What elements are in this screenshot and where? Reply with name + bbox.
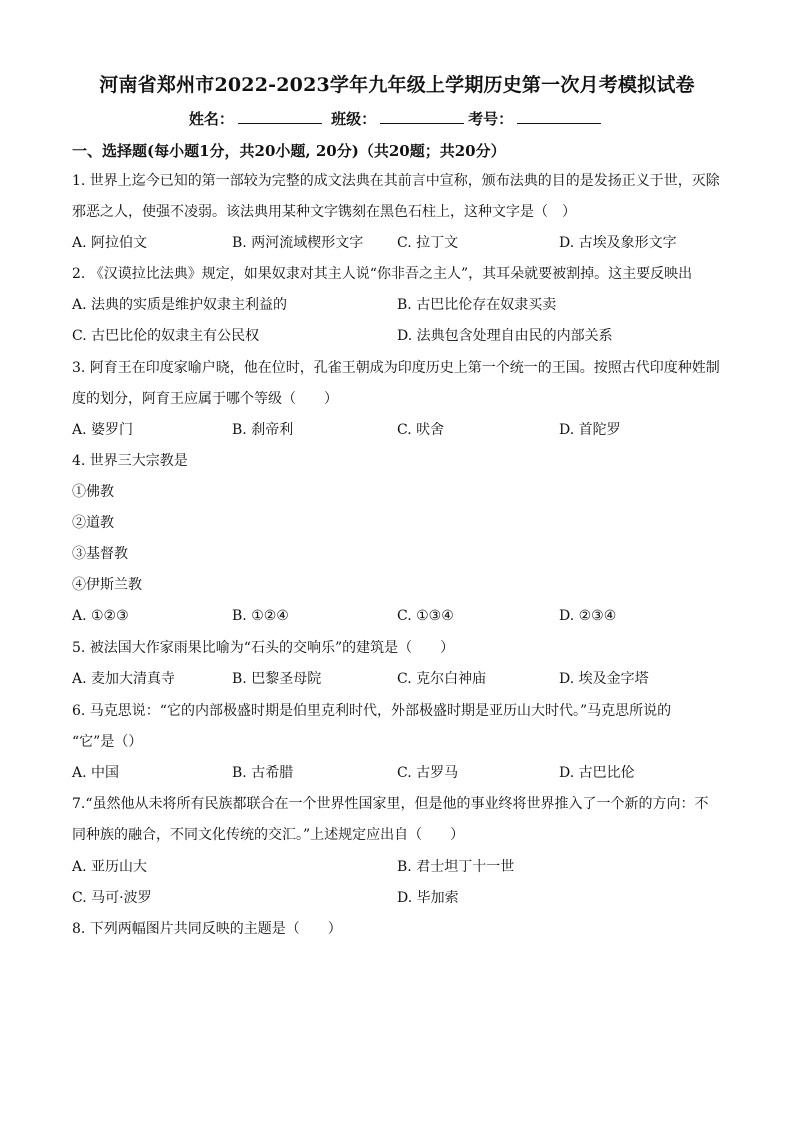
- option-c[interactable]: C. 古巴比伦的奴隶主有公民权: [72, 328, 260, 344]
- question-5-line-1: 5. 被法国大作家雨果比喻为“石头的交响乐”的建筑是（ ）: [72, 640, 455, 656]
- option-d[interactable]: D. 古巴比伦: [559, 765, 635, 781]
- question-3-line-1: 3. 阿育王在印度家喻户晓，他在位时，孔雀王朝成为印度历史上第一个统一的王国。按照古代印度种姓制: [72, 360, 720, 376]
- question-6-line-2: “它”是（）: [72, 734, 143, 750]
- question-2-options-row-1: [72, 290, 732, 321]
- class-blank[interactable]: [380, 109, 464, 124]
- question-7-line-2: 同种族的融合，不同文化传统的交汇。”上述规定应出自（ ）: [72, 827, 465, 843]
- option-c[interactable]: C. ①③④: [397, 608, 454, 624]
- question-6-line-1: 6. 马克思说：“它的内部极盛时期是伯里克利时代，外部极盛时期是亚历山大时代。”马克思所说的: [72, 703, 672, 719]
- question-4-item-4: ④伊斯兰教: [72, 577, 142, 593]
- option-d[interactable]: D. 首陀罗: [559, 422, 621, 438]
- option-b[interactable]: B. ①②④: [232, 608, 289, 624]
- class-label: 班级：: [331, 110, 377, 128]
- question-4-item-1: ①佛教: [72, 484, 114, 500]
- option-c[interactable]: C. 拉丁文: [397, 235, 459, 251]
- question-3-options: [72, 415, 732, 446]
- question-6-options: [72, 758, 732, 789]
- option-b[interactable]: B. 两河流域楔形文字: [232, 235, 364, 251]
- option-b[interactable]: B. 刹帝利: [232, 422, 294, 438]
- question-4-options: [72, 601, 732, 632]
- student-info-row: [0, 108, 794, 129]
- name-blank[interactable]: [238, 109, 322, 124]
- option-d[interactable]: D. 古埃及象形文字: [559, 235, 677, 251]
- option-c[interactable]: C. 马可·波罗: [72, 890, 152, 906]
- question-2-options-row-2: [72, 321, 732, 352]
- question-7-line-1: 7.“虽然他从未将所有民族都联合在一个世界性国家里，但是他的事业终将世界推入了一个新的方向：不: [72, 796, 709, 812]
- option-b[interactable]: B. 君士坦丁十一世: [397, 859, 515, 875]
- option-a[interactable]: A. ①②③: [72, 608, 129, 624]
- option-b[interactable]: B. 巴黎圣母院: [232, 671, 322, 687]
- question-7-options-row-1: [72, 852, 732, 883]
- exam-title: 河南省郑州市2022-2023学年九年级上学期历史第一次月考模拟试卷: [99, 74, 695, 96]
- option-a[interactable]: A. 法典的实质是维护奴隶主利益的: [72, 297, 288, 313]
- question-4-item-3: ③基督教: [72, 546, 128, 562]
- question-2-line-1: 2. 《汉谟拉比法典》规定，如果奴隶对其主人说“你非吾之主人”，其耳朵就要被割掉。这主要反映出: [72, 266, 693, 282]
- option-a[interactable]: A. 婆罗门: [72, 422, 134, 438]
- option-b[interactable]: B. 古希腊: [232, 765, 294, 781]
- question-4-item-2: ②道教: [72, 515, 114, 531]
- option-d[interactable]: D. 埃及金字塔: [559, 671, 649, 687]
- question-4-line-1: 4. 世界三大宗教是: [72, 453, 188, 469]
- question-3-line-2: 度的划分，阿育王应属于哪个等级（ ）: [72, 391, 338, 407]
- option-d[interactable]: D. 法典包含处理自由民的内部关系: [397, 328, 613, 344]
- question-1-line-1: 1. 世界上迄今已知的第一部较为完整的成文法典在其前言中宣称，颁布法典的目的是发扬正义于世，灭除: [72, 173, 720, 189]
- option-d[interactable]: D. ②③④: [559, 608, 617, 624]
- option-c[interactable]: C. 古罗马: [397, 765, 459, 781]
- option-a[interactable]: A. 阿拉伯文: [72, 235, 148, 251]
- option-a[interactable]: A. 中国: [72, 765, 120, 781]
- question-5-options: [72, 664, 732, 695]
- option-c[interactable]: C. 吠舍: [397, 422, 445, 438]
- question-1-line-2: 邪恶之人，使强不凌弱。该法典用某种文字镌刻在黑色石柱上，这种文字是（ ）: [72, 204, 576, 220]
- name-label: 姓名：: [188, 110, 234, 128]
- option-a[interactable]: A. 亚历山大: [72, 859, 148, 875]
- question-8-line-1: 8. 下列两幅图片共同反映的主题是（ ）: [72, 921, 342, 937]
- section-heading: 一、选择题(每小题1分，共20小题, 20分)（共20题；共20分）: [72, 142, 506, 160]
- option-a[interactable]: A. 麦加大清真寺: [72, 671, 176, 687]
- exam-no-label: 考号：: [468, 110, 514, 128]
- question-7-options-row-2: [72, 883, 732, 914]
- option-d[interactable]: D. 毕加索: [397, 890, 459, 906]
- question-1-options: [72, 228, 732, 259]
- exam-no-blank[interactable]: [517, 109, 601, 124]
- option-c[interactable]: C. 克尔白神庙: [397, 671, 487, 687]
- option-b[interactable]: B. 古巴比伦存在奴隶买卖: [397, 297, 557, 313]
